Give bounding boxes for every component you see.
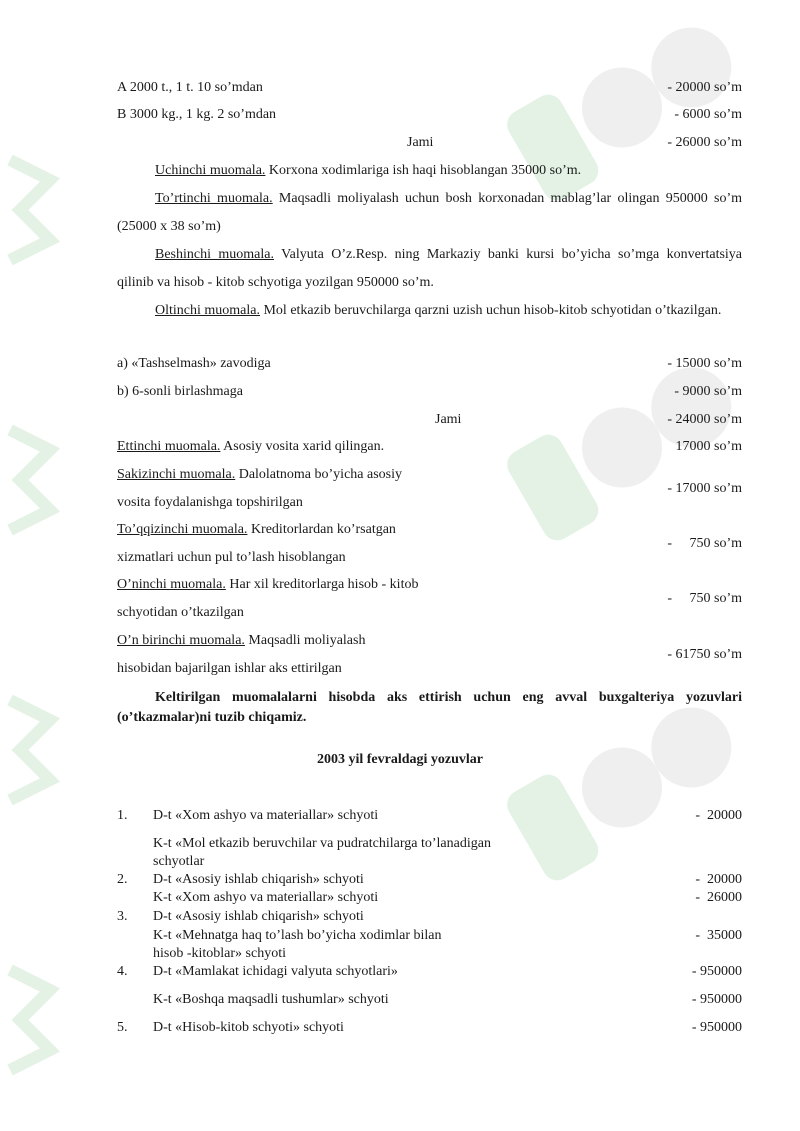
operation-4: To’rtinchi muomala. Maqsadli moliyalash uchun bosh korxonadan mablag’lar olingan 950000 so’m (25000 x 38 so’m) xyxy=(117,191,742,234)
bold-paragraph: Keltirilgan muomalalarni hisobda aks ettirish uchun eng avval buxgalteriya yozuvlari (o’tkazmalar)ni tuzib chiqamiz. xyxy=(117,690,742,725)
journal-entry: K-t «Xom ashyo va materiallar» schyoti - 26000 xyxy=(153,890,742,905)
journal-entry: K-t «Mol etkazib beruvchilar va pudratchilarga to’lanadigan xyxy=(153,836,491,851)
journal-entry: K-t «Mehnatga haq to’lash bo’yicha xodimlar bilan - 35000 xyxy=(153,928,742,943)
operation-5: Beshinchi muomala. Valyuta O’z.Resp. ning Markaziy banki kursi bo’yicha so’mga konvertatsiya qilinib va hisob - kitob schyotiga yozilgan 950000 so’m. xyxy=(117,247,743,290)
section-title: 2003 yil fevraldagi yozuvlar xyxy=(316,752,484,767)
operation-9: To’qqizinchi muomala. Kreditorlardan ko’rsatgan xizmatlari uchun pul to’lash hisoblangan - 750 so’m xyxy=(117,522,742,565)
journal-entry: 2. D-t «Asosiy ishlab chiqarish» schyoti - 20000 xyxy=(117,872,742,887)
journal-entry: schyotlar xyxy=(153,854,205,869)
operation-8: Sakizinchi muomala. Dalolatnoma bo’yicha asosiy vosita foydalanishga topshirilgan - 17000 so’m xyxy=(117,467,742,510)
operation-7: Ettinchi muomala. Asosiy vosita xarid qilingan. 17000 so’m xyxy=(117,439,742,454)
watermark-mark xyxy=(0,960,60,1080)
item-line: A 2000 t., 1 t. 10 so’mdan - 20000 so’m xyxy=(117,80,742,95)
total-line: Jami - 26000 so’m xyxy=(407,135,742,150)
item-line: b) 6-sonli birlashmaga - 9000 so’m xyxy=(117,384,742,399)
journal-entry: hisob -kitoblar» schyoti xyxy=(153,946,286,961)
journal-entry: 3. D-t «Asosiy ishlab chiqarish» schyoti xyxy=(117,909,364,924)
watermark-mark xyxy=(0,690,60,810)
total-line: Jami - 24000 so’m xyxy=(435,412,742,427)
watermark-mark xyxy=(0,420,60,540)
journal-entry: 5. D-t «Hisob-kitob schyoti» schyoti - 950000 xyxy=(117,1020,742,1035)
item-line: B 3000 kg., 1 kg. 2 so’mdan - 6000 so’m xyxy=(117,107,742,122)
operation-11: O’n birinchi muomala. Maqsadli moliyalash hisobidan bajarilgan ishlar aks ettirilgan - 61750 so’m xyxy=(117,633,742,676)
watermark-mark xyxy=(0,150,60,270)
operation-10: O’ninchi muomala. Har xil kreditorlarga hisob - kitob schyotidan o’tkazilgan - 750 so’m xyxy=(117,577,742,620)
journal-entry: 1. D-t «Xom ashyo va materiallar» schyoti - 20000 xyxy=(117,808,742,823)
item-line: a) «Tashselmash» zavodiga - 15000 so’m xyxy=(117,356,742,371)
operation-6: Oltinchi muomala. Mol etkazib beruvchilarga qarzni uzish uchun hisob-kitob schyotidan o’tkazilgan. xyxy=(155,303,722,318)
journal-entry: 4. D-t «Mamlakat ichidagi valyuta schyotlari» - 950000 xyxy=(117,964,742,979)
journal-entry: K-t «Boshqa maqsadli tushumlar» schyoti - 950000 xyxy=(153,992,742,1007)
operation-3: Uchinchi muomala. Korxona xodimlariga ish haqi hisoblangan 35000 so’m. xyxy=(155,163,582,178)
